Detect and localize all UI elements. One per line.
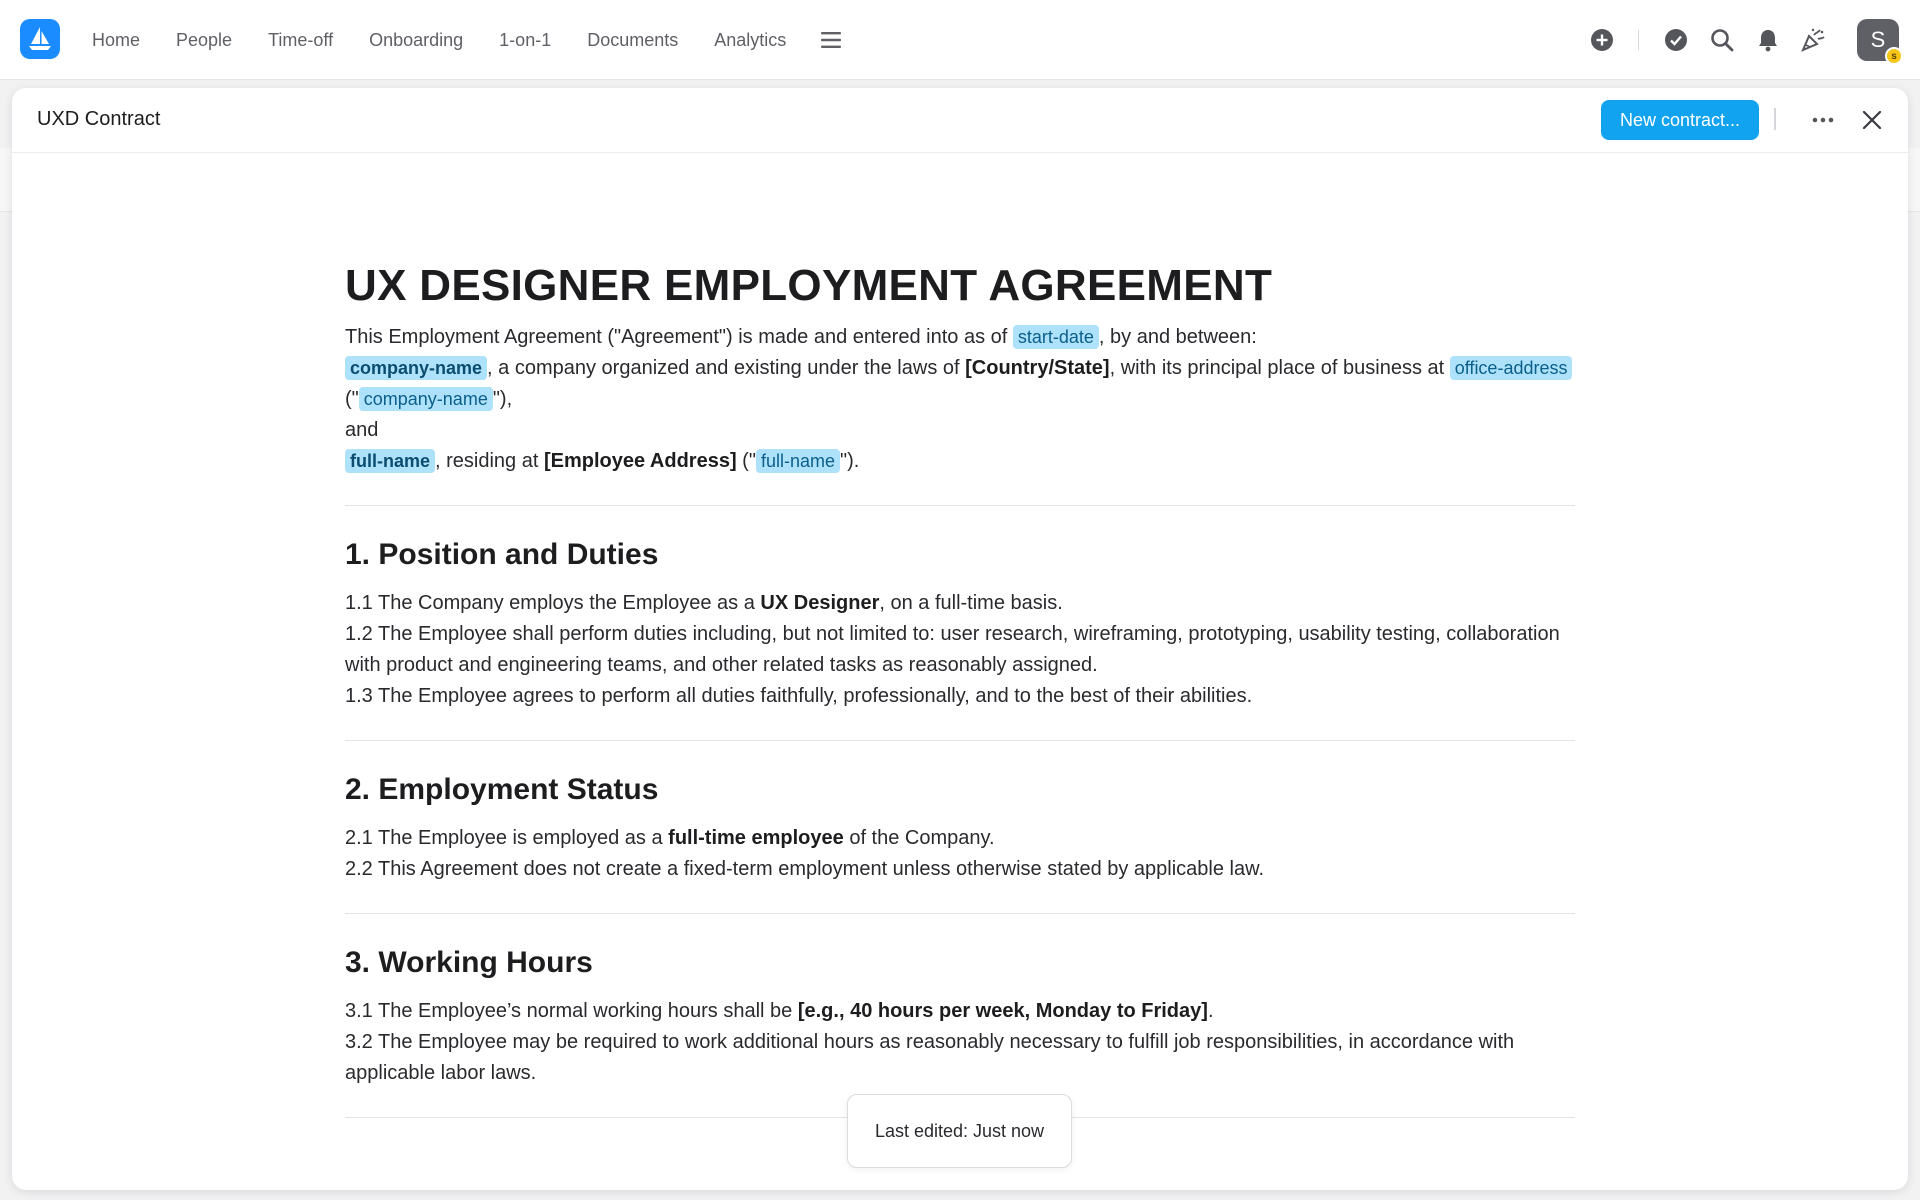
field-tag-company-name[interactable]: company-name: [345, 356, 487, 380]
field-tag-company-name[interactable]: company-name: [359, 387, 493, 411]
intro-line-3: [345, 446, 1575, 477]
country-placeholder: [Country/State]: [965, 357, 1110, 379]
nav-home[interactable]: Home: [92, 29, 141, 50]
nav-onboarding[interactable]: Onboarding: [369, 29, 464, 50]
section-divider: [345, 505, 1575, 506]
section-heading-3: 3. Working Hours: [345, 946, 593, 979]
last-edited-toast: Last edited: Just now: [847, 1094, 1072, 1168]
clause-text: 3.1 The Employee’s normal working hours shall be: [345, 1000, 798, 1022]
intro-text: "),: [492, 388, 513, 410]
toolbar-divider: [1638, 30, 1639, 50]
document-body[interactable]: [345, 258, 1575, 1148]
user-avatar[interactable]: [1857, 19, 1899, 61]
main-nav: [92, 0, 842, 80]
more-options-icon[interactable]: [1808, 108, 1838, 132]
hamburger-menu-icon[interactable]: [820, 31, 842, 49]
intro-text: , by and between:: [1098, 326, 1257, 348]
new-contract-button[interactable]: New contract...: [1601, 100, 1759, 140]
celebration-icon[interactable]: [1800, 27, 1826, 53]
section-heading-2: 2. Employment Status: [345, 773, 659, 806]
field-tag-full-name[interactable]: full-name: [756, 449, 840, 473]
intro-and: and: [345, 419, 379, 441]
clause-bold-text: full-time employee: [668, 827, 844, 849]
document-title: UX DESIGNER EMPLOYMENT AGREEMENT: [345, 261, 1273, 310]
add-circle-icon[interactable]: [1589, 27, 1615, 53]
clause-2-1: [345, 823, 1575, 854]
clause-1-3: 1.3 The Employee agrees to perform all duties faithfully, professionally, and to the best of their abilities.: [345, 685, 1253, 707]
intro-text: , a company organized and existing under the laws of: [487, 357, 966, 379]
nav-analytics[interactable]: Analytics: [714, 29, 787, 50]
clause-1-2: 1.2 The Employee shall perform duties including, but not limited to: user research, wireframing, prototyping, usability testing, collaboration with product and engineering teams, and other related tasks as reasonably assigned.: [345, 623, 1560, 676]
top-navigation-bar: [0, 0, 1920, 80]
section-heading-1: 1. Position and Duties: [345, 538, 659, 571]
intro-line-2: [345, 353, 1575, 415]
clause-bold-text: UX Designer: [760, 592, 880, 614]
clause-text: .: [1207, 1000, 1214, 1022]
search-icon[interactable]: [1709, 27, 1735, 53]
document-panel: [12, 88, 1908, 1190]
section-divider: [345, 740, 1575, 741]
employee-address-placeholder: [Employee Address]: [543, 450, 737, 472]
clause-1-1: [345, 588, 1575, 619]
intro-text: (": [736, 450, 756, 472]
nav-documents[interactable]: Documents: [587, 29, 679, 50]
clause-text: of the Company.: [843, 827, 995, 849]
intro-text: , with its principal place of business at: [1109, 357, 1450, 379]
nav-time-off[interactable]: Time-off: [268, 29, 334, 50]
clause-bold-text: [e.g., 40 hours per week, Monday to Friday]: [797, 1000, 1208, 1022]
clause-3-2: 3.2 The Employee may be required to work additional hours as reasonably necessary to fulfill job responsibilities, in accordance with applicable labor laws.: [345, 1031, 1515, 1084]
clause-2-2: 2.2 This Agreement does not create a fixed-term employment unless otherwise stated by applicable law.: [345, 858, 1265, 880]
bell-icon[interactable]: [1755, 27, 1781, 53]
panel-header: [12, 88, 1908, 153]
field-tag-start-date[interactable]: start-date: [1013, 325, 1099, 349]
field-tag-full-name[interactable]: full-name: [345, 449, 435, 473]
intro-text: ").: [839, 450, 860, 472]
clause-3-1: [345, 996, 1575, 1027]
header-divider: [1774, 108, 1776, 130]
clause-text: , on a full-time basis.: [879, 592, 1063, 614]
app-logo-sailboat-icon[interactable]: [20, 19, 60, 59]
section-divider: [345, 913, 1575, 914]
avatar-letter: S: [1870, 27, 1886, 52]
intro-line-1: [345, 322, 1575, 353]
field-tag-office-address[interactable]: office-address: [1450, 356, 1573, 380]
intro-text: This Employment Agreement ("Agreement") is made and entered into as of: [345, 326, 1013, 348]
clause-text: 1.1 The Company employs the Employee as a: [345, 592, 761, 614]
intro-text: (": [345, 388, 359, 410]
check-circle-icon[interactable]: [1663, 27, 1689, 53]
clause-text: 2.1 The Employee is employed as a: [345, 827, 669, 849]
panel-title: UXD Contract: [37, 108, 161, 130]
nav-1-on-1[interactable]: 1-on-1: [499, 29, 552, 50]
avatar-status-badge: s: [1885, 47, 1903, 65]
intro-text: , residing at: [435, 450, 544, 472]
close-icon[interactable]: [1858, 106, 1886, 134]
nav-people[interactable]: People: [176, 29, 233, 50]
